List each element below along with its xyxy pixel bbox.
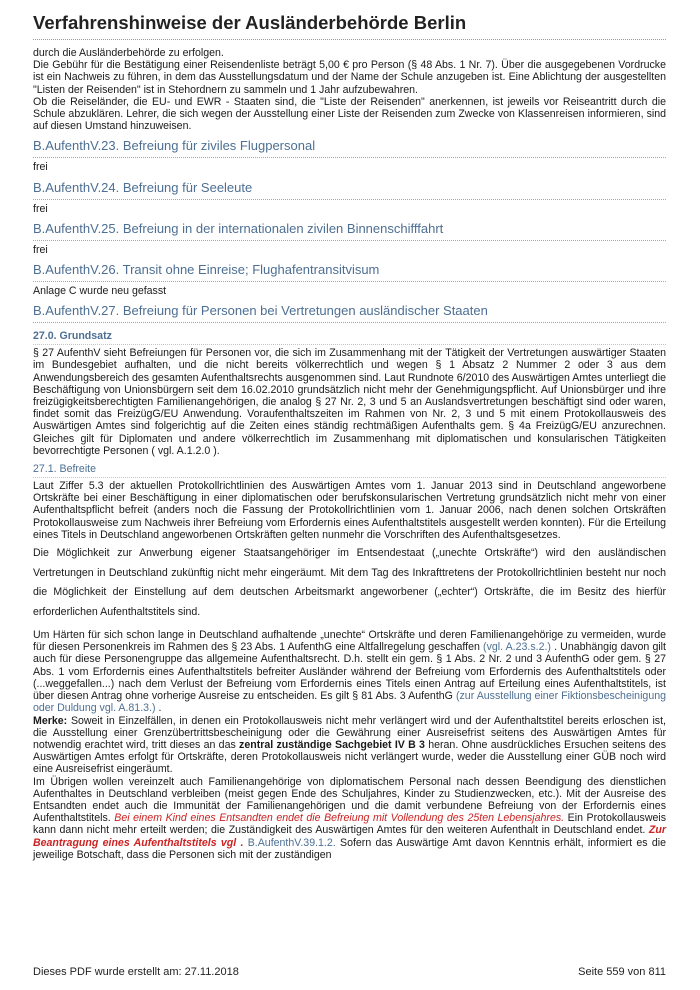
befreite-paragraph-1: Laut Ziffer 5.3 der aktuellen Protokollrichtlinien des Auswärtigen Amtes vom 1. Januar 2013 sind in Deutschland angeworbene Ortskräfte bei einer Beschäftigung in einer diplomatischen oder berufskonsularischen Vertretung grundsätzlich nicht mehr von einer Aufenthaltspflicht befreit (anders noch die Fassung der Protokollrichtlinien vom 1. Januar 2006, nach denen solchen Ortskräften Protokollausweise zum Nachweis ihrer Befreiung vom Erfordernis eines Aufenthaltstitels ausgestellt werden konnten). Für die Erteilung eines Titels in Deutschland angeworbenen Ortskräften gelten nunmehr die Vorschriften des Aufenthaltsgesetzes. xyxy=(33,480,666,541)
section-body-26: Anlage C wurde neu gefasst xyxy=(33,285,167,298)
section-heading-27: B.AufenthV.27. Befreiung für Personen bei Vertretungen ausländischer Staaten xyxy=(33,303,666,323)
subsection-heading-27-1: 27.1. Befreite xyxy=(33,463,666,478)
red-bold-note: Zur Beantragung eines Aufenthaltstitels vgl . xyxy=(33,824,666,849)
section-heading-24: B.AufenthV.24. Befreiung für Seeleute xyxy=(33,180,666,200)
section-body-25: frei xyxy=(33,243,48,256)
merke-label: Merke: xyxy=(33,714,68,727)
merke-bold-text: zentral zuständige Sachgebiet IV B 3 xyxy=(239,738,425,751)
subsection-heading-27-0: 27.0. Grundsatz xyxy=(33,330,666,345)
befreite-p3-text-a: Um Härten für sich schon lange in Deutschland aufhaltende „unechte“ Ortskräfte und deren Familienangehörige zu vermeiden, wurde für diesen Personenkreis im Rahmen des § 23 Abs. 1 AufenthG eine Altfallregelung geschaffen xyxy=(33,629,666,654)
section-heading-26: B.AufenthV.26. Transit ohne Einreise; Flughafentransitvisum xyxy=(33,262,666,282)
footer-page-number: Seite 559 von 811 xyxy=(578,966,666,978)
befreite-p4-text-a: Im Übrigen wollen vereinzelt auch Familienangehörige von diplomatischem Personal nach dessen Beendigung des dienstlichen Aufenthaltes in Deutschland verbleiben (meist gegen Ende des Schuljahres, Kinder zu Studienzwecken, etc.). Mit der Ausreise des Entsandten endet auch die Immunität der Familienangehörigen und die damit verbundene Befreiung von der Erfordernis eines Aufenthaltstitels. xyxy=(33,775,666,825)
intro-paragraph-3: Ob die Reiseländer, die EU- und EWR - Staaten sind, die "Liste der Reisenden" anerkennen, ist jeweils vor Reiseantritt durch die Schule abzuklären. Lehrer, die sich wegen der Ausstellung einer Liste der Reisenden zum Zwecke von Klassenreisen informieren, sind auf diesen Umstand hinzuweisen. xyxy=(33,95,666,133)
section-body-24: frei xyxy=(33,202,48,215)
section-body-23: frei xyxy=(33,161,48,174)
section-heading-23: B.AufenthV.23. Befreiung für ziviles Flugpersonal xyxy=(33,138,666,158)
befreite-p3-text-c: . xyxy=(158,702,162,715)
merke-text-a: Soweit in Einzelfällen, in denen ein Protokollausweis nicht mehr verlängert wird und der Aufenthaltstitel bereits erloschen ist, die Ausstellung einer Grenzübertrittsbescheinigung oder die Gewährung einer Ausreisefrist seitens des Auswärtigen Amtes für notwendig erachtet wird, tritt dieses an das xyxy=(33,714,666,751)
befreite-p4-text-b: Ein Protokollausweis kann dann nicht mehr erteilt werden; die Zuständigkeit des Auswärtigen Amtes für den weiteren Aufenthalt in Deutschland endet. xyxy=(33,812,667,837)
befreite-p4-text-c: Sofern das Auswärtige Amt davon Kenntnis erhält, informiert es die jeweilige Botschaft, dass die Personen sich mit der zuständigen xyxy=(33,836,666,861)
befreite-p3-text-b: . Unabhängig davon gilt auch für diese Personengruppe das allgemeine Aufenthaltsrecht. D.h. stellt ein gem. § 1 Abs. 2 Nr. 2 und 3 AufenthG oder gem. § 27 Abs. 1 vom Erfordernis eines Aufenthaltstitels befreiter Ausländer während der Befreiung vom Erfordernis des Aufenthaltstitels oder (...weggefallen...) nach dem Verlust der Befreiung vom Erfordernis eines Titels einen Antrag auf Erteilung eines Aufenthaltstitels, ist über diesen Antrag ohne vorherige Ausreise zu entscheiden. Es gilt § 81 Abs. 3 AufenthG xyxy=(33,641,666,703)
red-italic-note: Bei einem Kind eines Entsandten endet die Befreiung mit Vollendung des 25ten Lebensjahres. xyxy=(114,812,565,825)
merke-text-b: heran. Ohne ausdrückliches Ersuchen seitens des Auswärtigen Amtes erfolgt für Ortskräfte, deren Protokollausweis nicht verlängert wurde, weder die Ausstellung einer GÜB noch wird eine Ausreisefrist eingeräumt. xyxy=(33,738,666,776)
page xyxy=(33,0,666,861)
intro-block xyxy=(33,47,666,132)
intro-paragraph-1: durch die Ausländerbehörde zu erfolgen. xyxy=(33,47,224,59)
befreite-paragraph-2: Die Möglichkeit zur Anwerbung eigener Staatsangehöriger im Entsendestaat („unechte Ortskräfte“) wird den ausländischen Vertretungen in Deutschland zukünftig nicht mehr eingeräumt. Mit dem Tag des Inkrafttretens der Protokollrichtlinien besteht nur noch die Möglichkeit der Einstellung auf dem deutschen Arbeitsmarkt angeworbener („echter“) Ortskräfte, die im Besitz des hierfür erforderlichen Aufenthaltstitels sind. xyxy=(33,547,666,618)
link-a23s2[interactable]: (vgl. A.23.s.2.) xyxy=(483,641,551,654)
intro-paragraph-2: Die Gebühr für die Bestätigung einer Reisendenliste beträgt 5,00 € pro Person (§ 48 Abs. 1 Nr. 7). Über die ausgegebenen Vordrucke ist ein Nachweis zu führen, in dem das Ausstellungsdatum und der Name der Schule anzugeben ist. Eine Ablichtung der ausgestellten "Listen der Reisenden" ist in Stehordnern zu sammeln und 1 Jahr aufzubewahren. xyxy=(33,59,666,96)
link-b-aufenthv-39-1-2[interactable]: B.AufenthV.39.1.2. xyxy=(247,836,336,849)
section-heading-25: B.AufenthV.25. Befreiung in der internationalen zivilen Binnenschifffahrt xyxy=(33,221,666,241)
subsection-body-27-0: § 27 AufenthV sieht Befreiungen für Personen vor, die sich im Zusammenhang mit der Tätigkeit der Vertretungen auswärtiger Staaten im Bundesgebiet aufhalten, und die nicht bereits völkerrechtlich und wegen § 1 Absatz 2 Nummer 2 oder 3 aus dem Anwendungsbereich des gesamten Aufenthaltsrechts ausgenommen sind. Laut Rundnote 6/2010 des Auswärtigen Amtes unterliegt die Beschäftigung von Unionsbürgern seit dem 16.02.2010 grundsätzlich nicht mehr der Genehmigungspflicht. Auf Unionsbürger und ihre freizügigkeitsberechtigten Familienangehörigen, die analog § 27 Nr. 2, 3 und 5 an Auslandsvertretungen beschäftigt sind oder waren, findet somit das FreizügG/EU Anwendung. Voraufenthaltszeiten im Rahmen von Nr. 2, 3 und 5 mit einem Protokollausweis des Auswärtigen Amtes sind folgerichtig auf die Zeiten eines ständig rechtmäßigen Aufenthalts gem. § 4a FreizügG/EU anzurechnen. Gleiches gilt für Diplomaten und andere völkerrechtlich im Zusammenhang mit diplomatischen und konsularischen Tätigkeiten bevorrechtigte Personen ( vgl. A.1.2.0 ). xyxy=(33,347,666,457)
footer-created-date: Dieses PDF wurde erstellt am: 27.11.2018 xyxy=(33,966,239,978)
befreite-paragraph-3 xyxy=(33,629,666,861)
link-a813[interactable]: (zur Ausstellung einer Fiktionsbescheinigung oder Duldung vgl. A.81.3.) xyxy=(33,690,666,715)
document-title: Verfahrenshinweise der Ausländerbehörde Berlin xyxy=(33,0,666,40)
